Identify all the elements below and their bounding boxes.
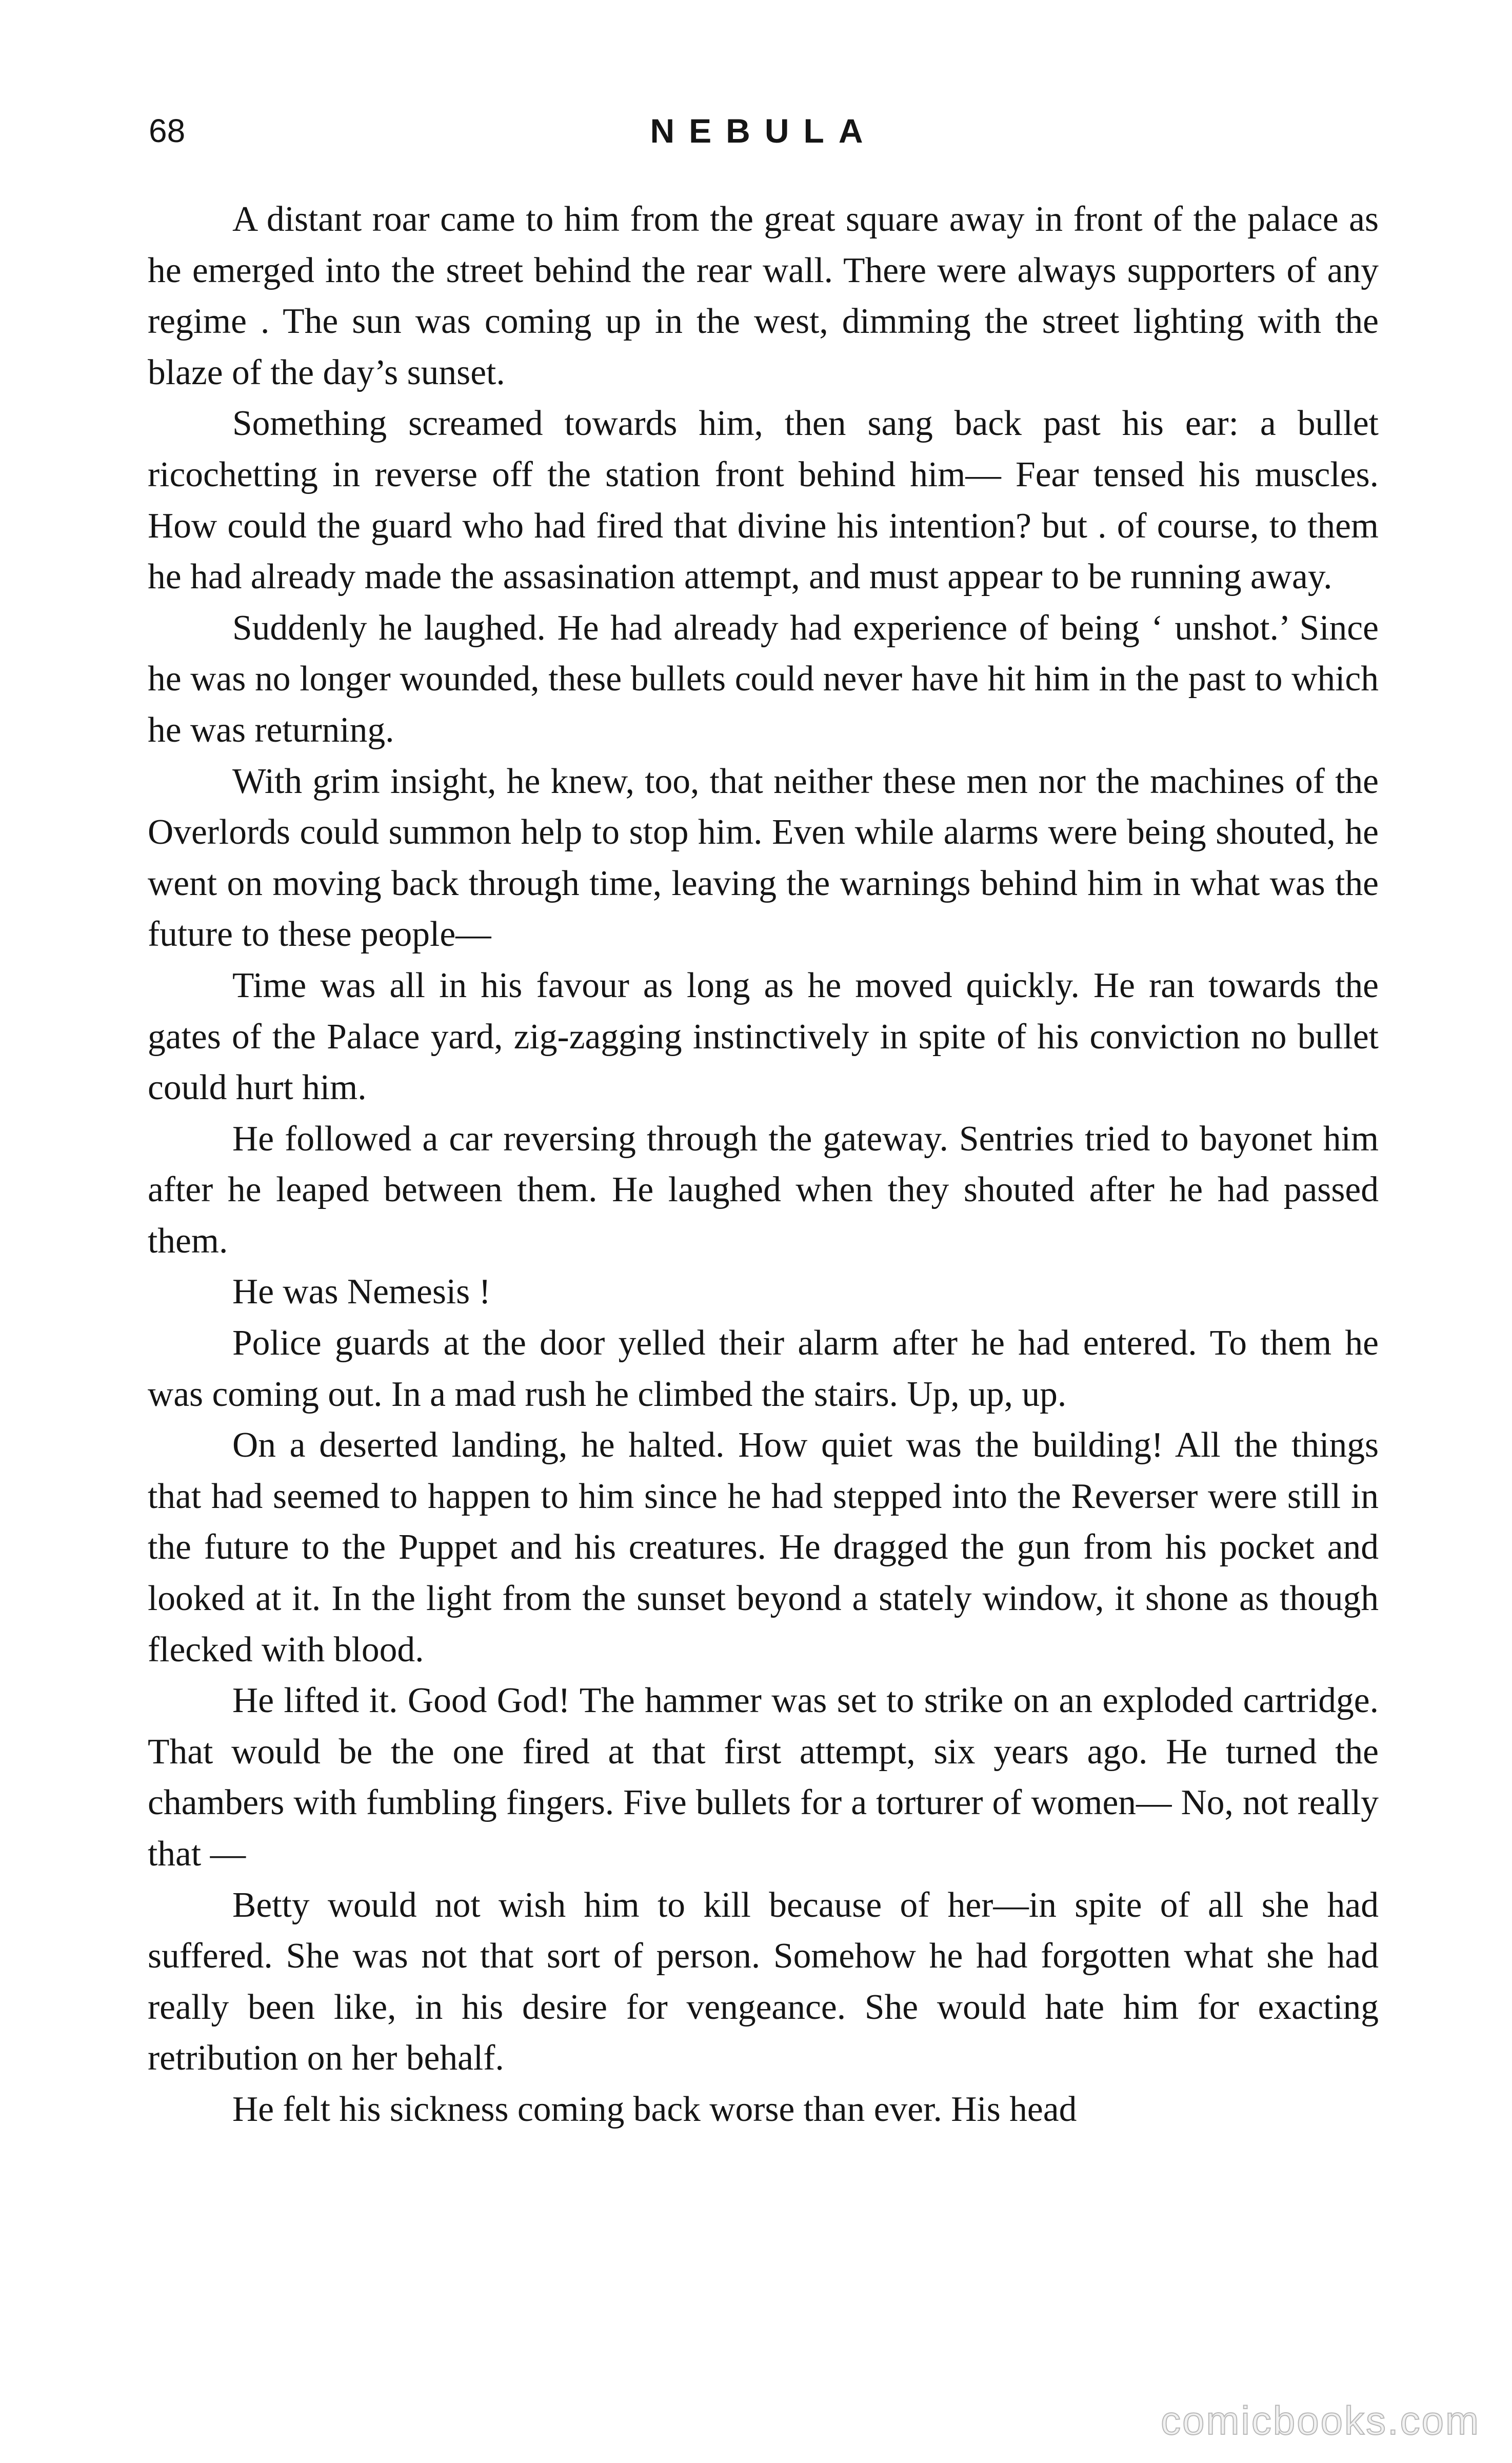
paragraph-6: He followed a car reversing through the gateway. Sentries tried to bayonet him after he leaped between them. He laughed when they shouted after he had passed them. [148,1119,1379,1261]
paragraph-5: Time was all in his favour as long as he moved quickly. He ran towards the gates of the Palace yard, zig-zagging instinctively in spite of his conviction no bullet could hurt him. [148,965,1379,1108]
paragraph-2: Something screamed towards him, then sang back past his ear: a bullet ricochetting in reverse off the station front behind him— Fear tensed his muscles. How could the guard who had fired that divine his intention? but . of course, to them he had already made the assasination attempt, and must appear to be running away. [148,404,1379,597]
paragraph-1: A distant roar came to him from the great square away in front of the palace as he emerged into the street behind the rear wall. There were always supporters of any regime . The sun was coming up in the west, dimming the street lighting with the blaze of the day’s sunset. [148,200,1379,392]
paragraph-9: On a deserted landing, he halted. How quiet was the building! All the things that had seemed to happen to him since he had stepped into the Reverser were still in the future to the Puppet and his creatures. He dragged the gun from his pocket and looked at it. In the light from the sunset beyond a stately window, it shone as though flecked with blood. [148,1425,1379,1670]
paragraph-3: Suddenly he laughed. He had already had experience of being ‘ unshot.’ Since he was no longer wounded, these bullets could never have hit him in the past to which he was returning. [148,608,1379,750]
paragraph-11: Betty would not wish him to kill because of her—in spite of all she had suffered. She was not that sort of person. Somehow he had forgotten what she had really been like, in his desire for vengeance. She would hate him for exacting retribution on her behalf. [148,1885,1379,2078]
watermark: comicbooks.com [1161,2398,1480,2443]
paragraph-10: He lifted it. Good God! The hammer was set to strike on an exploded cartridge. That would be the one fired at that first attempt, six years ago. He turned the chambers with fumbling fingers. Five bullets for a torturer of women— No, not really that — [148,1681,1379,1874]
paragraph-8: Police guards at the door yelled their alarm after he had entered. To them he was coming out. In a mad rush he climbed the stairs. Up, up, up. [148,1323,1379,1414]
paragraph-7: He was Nemesis ! [232,1272,491,1312]
story-text [148,194,1379,2135]
paragraph-4: With grim insight, he knew, too, that neither these men nor the machines of the Overlords could summon help to stop him. Even while alarms were being shouted, he went on moving back through time, leaving the warnings behind him in what was the future to these people— [148,761,1379,955]
running-title: NEBULA [650,112,878,150]
page-number: 68 [149,112,186,149]
paragraph-12: He felt his sickness coming back worse than ever. His head [232,2089,1077,2129]
page-header [149,108,1379,164]
